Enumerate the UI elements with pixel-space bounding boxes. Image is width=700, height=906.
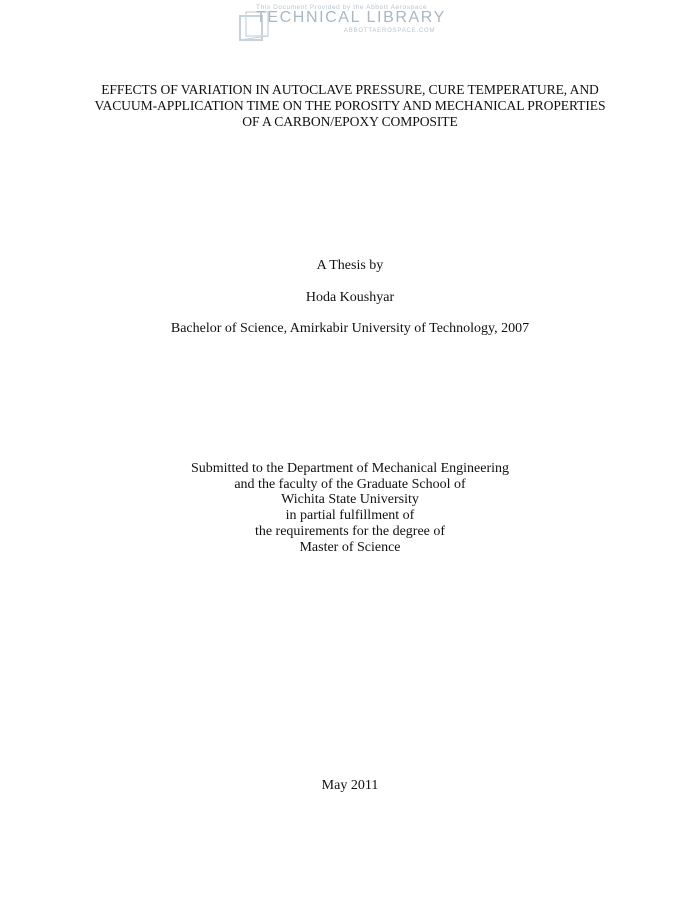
submission-date: May 2011 [321, 778, 379, 793]
watermark-library-name: TECHNICAL LIBRARY [256, 9, 446, 26]
title-line: EFFECTS OF VARIATION IN AUTOCLAVE PRESSURE, CURE TEMPERATURE, AND [101, 82, 599, 97]
watermark-provided-by: This Document Provided by the Abbott Aerospace [256, 4, 428, 11]
submission-line: in partial fulfillment of [285, 508, 415, 524]
thesis-by-label: A Thesis by [316, 258, 384, 273]
thesis-title [60, 82, 640, 130]
watermark-website: ABBOTTAEROSPACE.COM [344, 28, 436, 34]
prior-degree: Bachelor of Science, Amirkabir University of Technology, 2007 [170, 321, 530, 336]
submission-line: Master of Science [299, 539, 401, 555]
submission-line: the requirements for the degree of [254, 523, 446, 539]
submission-line: Submitted to the Department of Mechanical Engineering [190, 461, 509, 476]
submission-statement [0, 461, 700, 555]
author-name: Hoda Koushyar [305, 290, 395, 305]
title-line: VACUUM-APPLICATION TIME ON THE POROSITY AND MECHANICAL PROPERTIES [94, 98, 606, 113]
title-line: OF A CARBON/EPOXY COMPOSITE [242, 114, 458, 129]
submission-line: and the faculty of the Graduate School of [234, 476, 466, 492]
submission-line: Wichita State University [281, 492, 419, 508]
technical-library-watermark [236, 2, 456, 46]
